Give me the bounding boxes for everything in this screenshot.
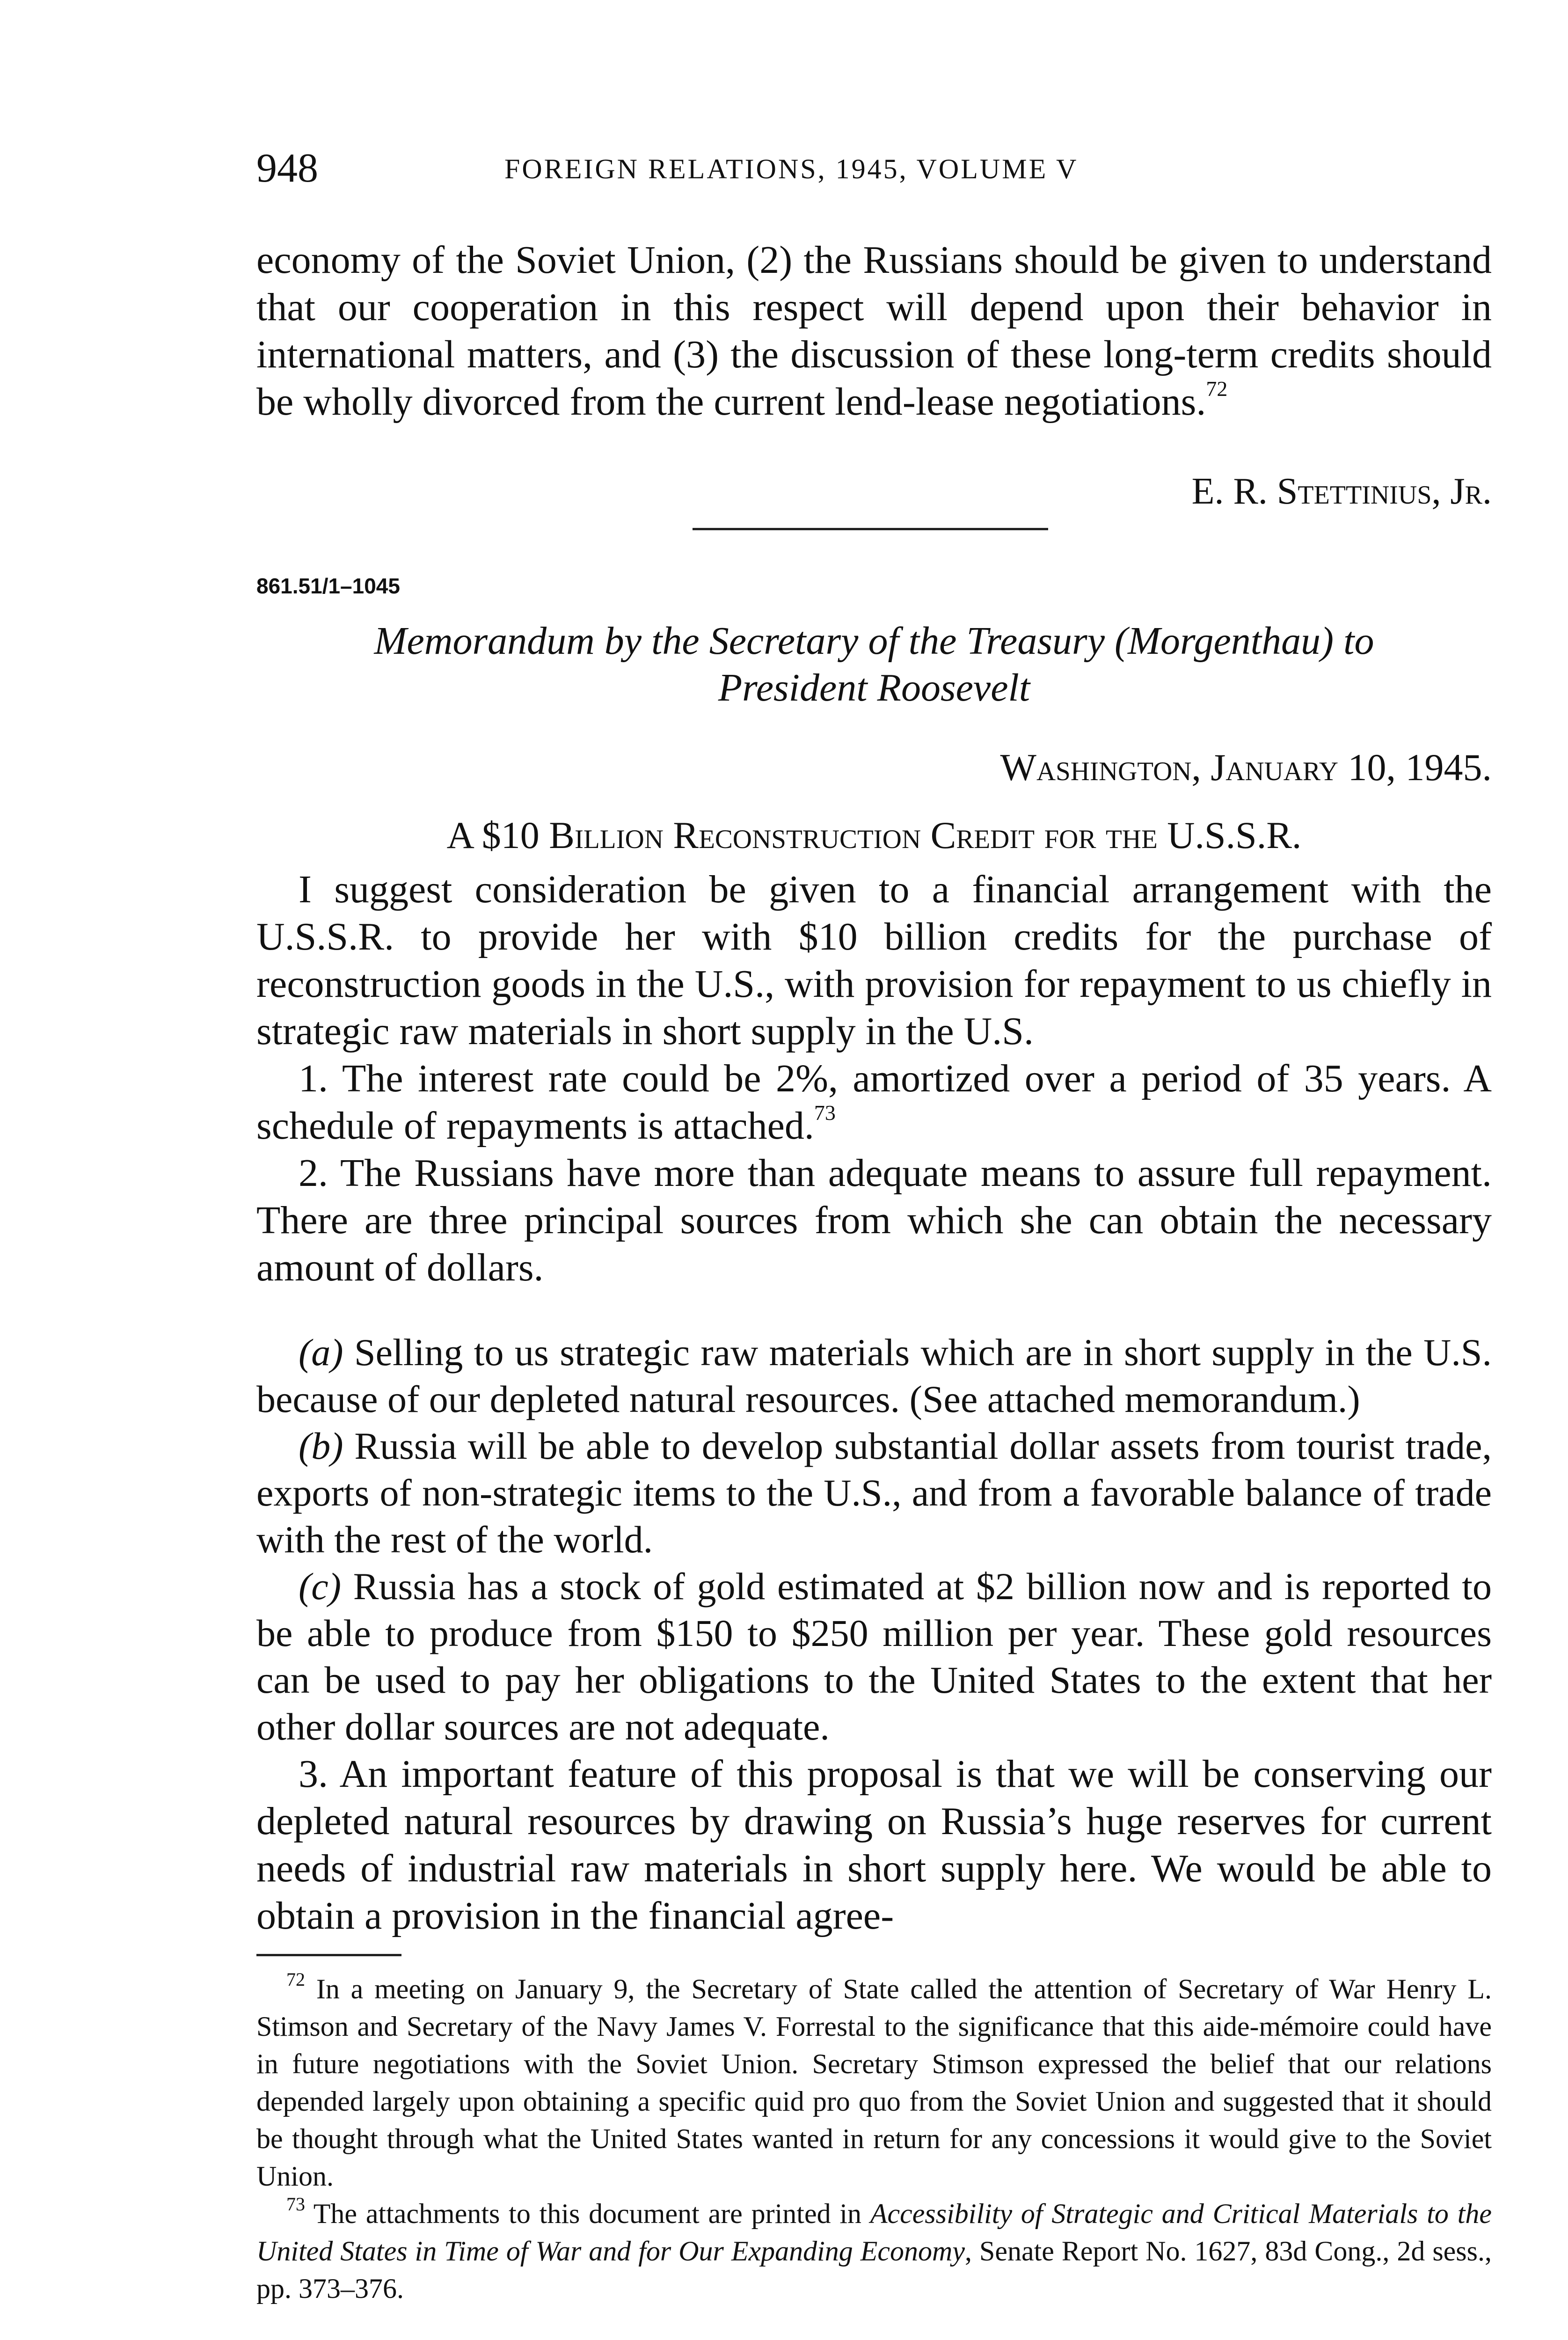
dateline-block <box>256 744 1492 796</box>
main-body <box>256 866 1492 1291</box>
subject-heading: A $10 Billion Reconstruction Credit for the U.S.S.R. <box>446 814 1302 856</box>
para-intro: I suggest consideration be given to a financial arrangement with the U.S.S.R. to provide her with $10 billion credits for the purchase of reconstruction goods in the U.S., with provision for repayment to us chiefly in strategic raw materials in short supply in the U.S. <box>256 868 1492 1053</box>
footnote-73 <box>256 2195 1492 2307</box>
title-line-2: President Roosevelt <box>718 666 1030 709</box>
para-3: 3. An important feature of this proposal is that we will be conserving our depleted natural resources by drawing on Russia’s huge reserves for current needs of industrial raw materials in short supply here. We would be able to obtain a provision in the financial agree- <box>256 1752 1492 1938</box>
footnote-73-number: 73 <box>286 2194 305 2215</box>
para-1-text: 1. The interest rate could be 2%, amortized over a period of 35 years. A schedule of repayments is attached. <box>256 1057 1492 1148</box>
footnote-72-text: In a meeting on January 9, the Secretary of State called the attention of Secretary of War Henry L. Stimson and Secretary of the Navy James V. Forrestal to the significance that this aide-mémoire could have in future negotiations with the Soviet Union. Secretary Stimson expressed the belief that our relations depended largely upon obtaining a specific quid pro quo from the Soviet Union and suggested that it should be thought through what the United States wanted in return for any concessions it would give to the Soviet Union. <box>256 1974 1492 2192</box>
footnote-ref-73[interactable]: 73 <box>814 1101 836 1125</box>
footnote-73-text-b: , Senate Report No. 1627, 83d Cong., 2d sess., pp. 373–376. <box>256 2236 1492 2304</box>
section-divider <box>693 528 1048 530</box>
footnotes <box>256 1970 1492 2307</box>
opening-paragraph <box>256 236 1492 425</box>
sub-item-a <box>256 1329 1492 1423</box>
running-header <box>256 140 1492 197</box>
sub-c-label: (c) <box>299 1565 342 1608</box>
opening-text: economy of the Soviet Union, (2) the Russians should be given to understand that our cooperation in this respect will depend upon their behavior in international matters, and (3) the discussion of these long-term credits should be wholly divorced from the current lend-lease negotiations. <box>256 238 1492 424</box>
running-title: FOREIGN RELATIONS, 1945, VOLUME V <box>504 154 1079 184</box>
sub-item-b <box>256 1423 1492 1563</box>
para-3-block <box>256 1750 1492 1939</box>
sub-a-text: Selling to us strategic raw materials which are in short supply in the U.S. because of our depleted natural resources. (See attached memorandum.) <box>256 1331 1492 1420</box>
footnote-72 <box>256 1970 1492 2195</box>
para-2: 2. The Russians have more than adequate means to assure full repayment. There are three principal sources from which she can obtain the necessary amount of dollars. <box>256 1151 1492 1289</box>
footnote-divider <box>256 1954 401 1956</box>
title-line-1: Memorandum by the Secretary of the Treasury (Morgenthau) to <box>374 619 1374 663</box>
sub-item-c <box>256 1563 1492 1750</box>
signature: E. R. Stettinius, Jr. <box>1191 471 1492 512</box>
sub-c-text: Russia has a stock of gold estimated at $2 billion now and is reported to be able to produce from $150 to $250 million per year. These gold resources can be used to pay her obligations to the United States to the extent that her other dollar sources are not adequate. <box>256 1565 1492 1748</box>
sub-a-label: (a) <box>299 1331 343 1374</box>
footnote-72-number: 72 <box>286 1969 305 1990</box>
footnote-ref-72[interactable]: 72 <box>1206 377 1228 401</box>
page-number: 948 <box>256 146 318 191</box>
dateline: Washington, January 10, 1945. <box>1000 746 1492 789</box>
sub-list <box>256 1329 1492 1750</box>
footnote-73-title: Accessibility of Strategic and Critical Materials to the United States in Time of War and for Our Expanding Economy <box>256 2198 1492 2267</box>
file-number: 861.51/1–1045 <box>256 574 400 598</box>
signature-block <box>256 468 1492 519</box>
document-title <box>256 618 1492 711</box>
footnote-73-text-a: The attachments to this document are printed in <box>313 2198 870 2229</box>
sub-b-text: Russia will be able to develop substantial dollar assets from tourist trade, exports of non-strategic items to the U.S., and from a favorable balance of trade with the rest of the world. <box>256 1425 1492 1561</box>
para-1 <box>256 1055 1492 1149</box>
sub-b-label: (b) <box>299 1425 343 1467</box>
